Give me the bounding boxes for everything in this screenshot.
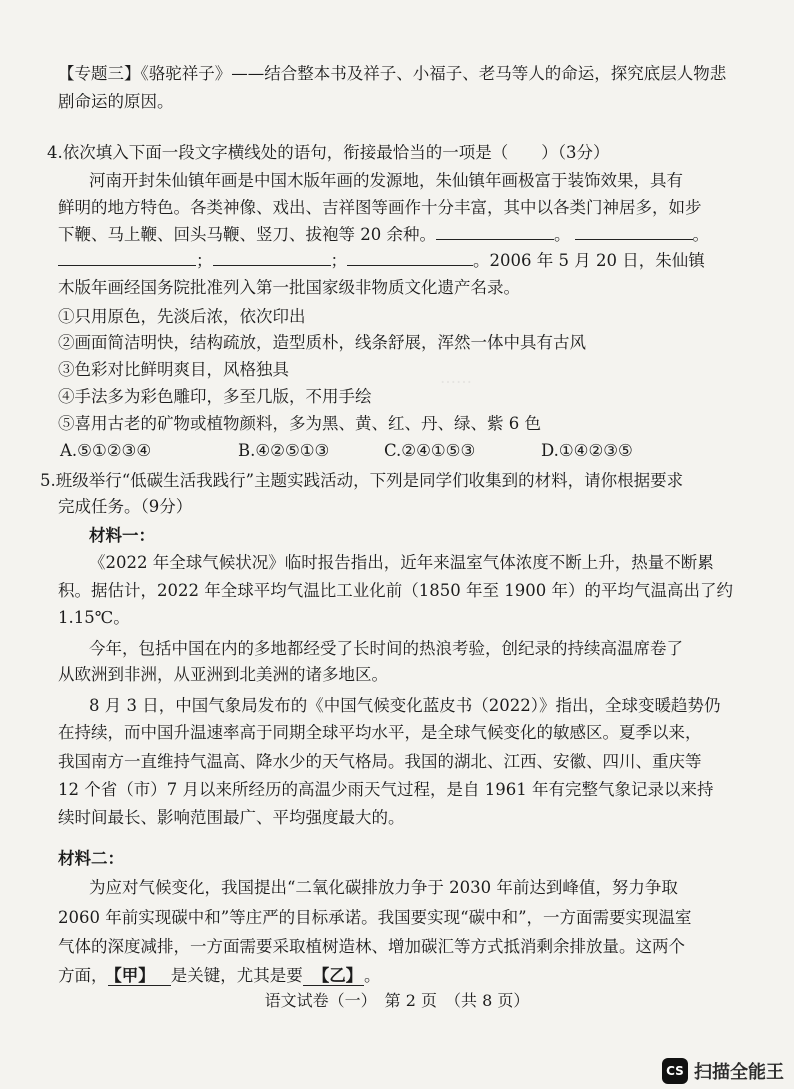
material-1-p3-line1: 8 月 3 日，中国气象局发布的《中国气候变化蓝皮书（2022）》指出，全球变暖趋势仍: [89, 696, 721, 715]
material-1-p1-line2: 积。据估计，2022 年全球平均气温比工业化前（1850 年至 1900 年）的平均气温高出了约: [58, 581, 733, 600]
topic3-line1: 【专题三】《骆驼祥子》——结合整本书及祥子、小福子、老马等人的命运，探究底层人物悲: [58, 64, 727, 83]
q4-paragraph-line1: 河南开封朱仙镇年画是中国木版年画的发源地，朱仙镇年画极富于装饰效果，具有: [89, 171, 683, 190]
bleed-through-text: ……: [440, 368, 472, 387]
q5-question-line1: 5.班级举行“低碳生活我践行”主题实践活动，下列是同学们收集到的材料，请你根据要求: [40, 471, 684, 490]
camscanner-logo-icon: CS: [662, 1058, 688, 1084]
q4-item-2: ②画面简洁明快，结构疏放，造型质朴，线条舒展，浑然一体中具有古风: [58, 333, 586, 352]
material-2-title: 材料二：: [58, 849, 124, 868]
material-1-p3-line3: 我国南方一直维持气温高、降水少的天气格局。我国的湖北、江西、安徽、四川、重庆等: [58, 752, 702, 771]
q5-question-line2: 完成任务。（9分）: [58, 497, 193, 516]
q4-option-b[interactable]: B.④②⑤①③: [238, 441, 330, 460]
blank-jia[interactable]: 【甲】: [108, 966, 171, 986]
q4-blank-1[interactable]: [436, 224, 554, 240]
q4-item-4: ④手法多为彩色雕印，多至几版，不用手绘: [58, 387, 372, 406]
material-1-p3-line4: 12 个省（市）7 月以来所经历的高温少雨天气过程，是自 1961 年有完整气象记录以来持: [58, 780, 714, 799]
q4-blank-5[interactable]: [347, 250, 473, 266]
q4-paragraph-line2: 鲜明的地方特色。各类神像、戏出、吉祥图等画作十分丰富，其中以各类门神居多，如步: [58, 198, 702, 217]
material-2-line2: 2060 年前实现碳中和”等庄严的目标承诺。我国要实现“碳中和”，一方面需要实现温室: [58, 908, 692, 927]
material-1-p3-line2: 在持续，而中国升温速率高于同期全球平均水平，是全球气候变化的敏感区。夏季以来，: [58, 723, 702, 742]
q4-paragraph-line4: ； ； 。2006 年 5 月 20 日，朱仙镇: [58, 250, 705, 272]
material-2-line3: 气体的深度减排，一方面需要采取植树造林、增加碳汇等方式抵消剩余排放量。这两个: [58, 937, 685, 956]
q4-option-d[interactable]: D.①④②③⑤: [541, 441, 633, 460]
material-2-line1: 为应对气候变化，我国提出“二氧化碳排放力争于 2030 年前达到峰值，努力争取: [89, 878, 678, 897]
q4-paragraph-line3: 下鞭、马上鞭、回头马鞭、竖刀、拔袍等 20 余种。 。 。: [58, 225, 709, 244]
material-2-line4: [58, 965, 381, 987]
topic3-line2: 剧命运的原因。: [58, 92, 174, 111]
blank-yi[interactable]: 【乙】: [303, 966, 364, 986]
q4-blank-3[interactable]: [58, 250, 196, 266]
q4-blank-2[interactable]: [575, 224, 693, 240]
material-1-p1-line3: 1.15℃。: [58, 608, 130, 627]
q4-option-c[interactable]: C.②④①⑤③: [384, 441, 476, 460]
material-2-line4-c: 。: [364, 966, 381, 985]
scanner-watermark: [662, 1058, 784, 1084]
q4-paragraph-line4-text: 。2006 年 5 月 20 日，朱仙镇: [473, 251, 705, 270]
q4-item-1: ①只用原色，先淡后浓，依次印出: [58, 307, 306, 326]
q4-blank-4[interactable]: [213, 250, 331, 266]
q4-item-5: ⑤喜用古老的矿物或植物颜料，多为黑、黄、红、丹、绿、紫 6 色: [58, 414, 541, 433]
q4-question: 4.依次填入下面一段文字横线处的语句，衔接最恰当的一项是（ ）（3分）: [47, 143, 610, 162]
q4-item-3: ③色彩对比鲜明爽目，风格独具: [58, 360, 289, 379]
page-footer: 语文试卷（一） 第 2 页 （共 8 页）: [264, 991, 530, 1010]
material-1-p3-line5: 续时间最长、影响范围最广、平均强度最大的。: [58, 808, 405, 827]
material-1-p2-line1: 今年，包括中国在内的多地都经受了长时间的热浪考验，创纪录的持续高温席卷了: [89, 639, 683, 658]
q4-paragraph-line3-text: 下鞭、马上鞭、回头马鞭、竖刀、拔袍等 20 余种。: [58, 225, 436, 244]
q4-paragraph-line5: 木版年画经国务院批准列入第一批国家级非物质文化遗产名录。: [58, 278, 520, 297]
material-2-line4-b: 是关键，尤其是要: [170, 966, 303, 985]
material-1-title: 材料一：: [89, 526, 155, 545]
material-1-p2-line2: 从欧洲到非洲，从亚洲到北美洲的诸多地区。: [58, 665, 388, 684]
material-2-line4-a: 方面，: [58, 966, 108, 985]
scanner-label: 扫描全能王: [694, 1062, 784, 1083]
material-1-p1-line1: 《2022 年全球气候状况》临时报告指出，近年来温室气体浓度不断上升，热量不断累: [89, 553, 714, 572]
q4-option-a[interactable]: A.⑤①②③④: [60, 441, 152, 460]
